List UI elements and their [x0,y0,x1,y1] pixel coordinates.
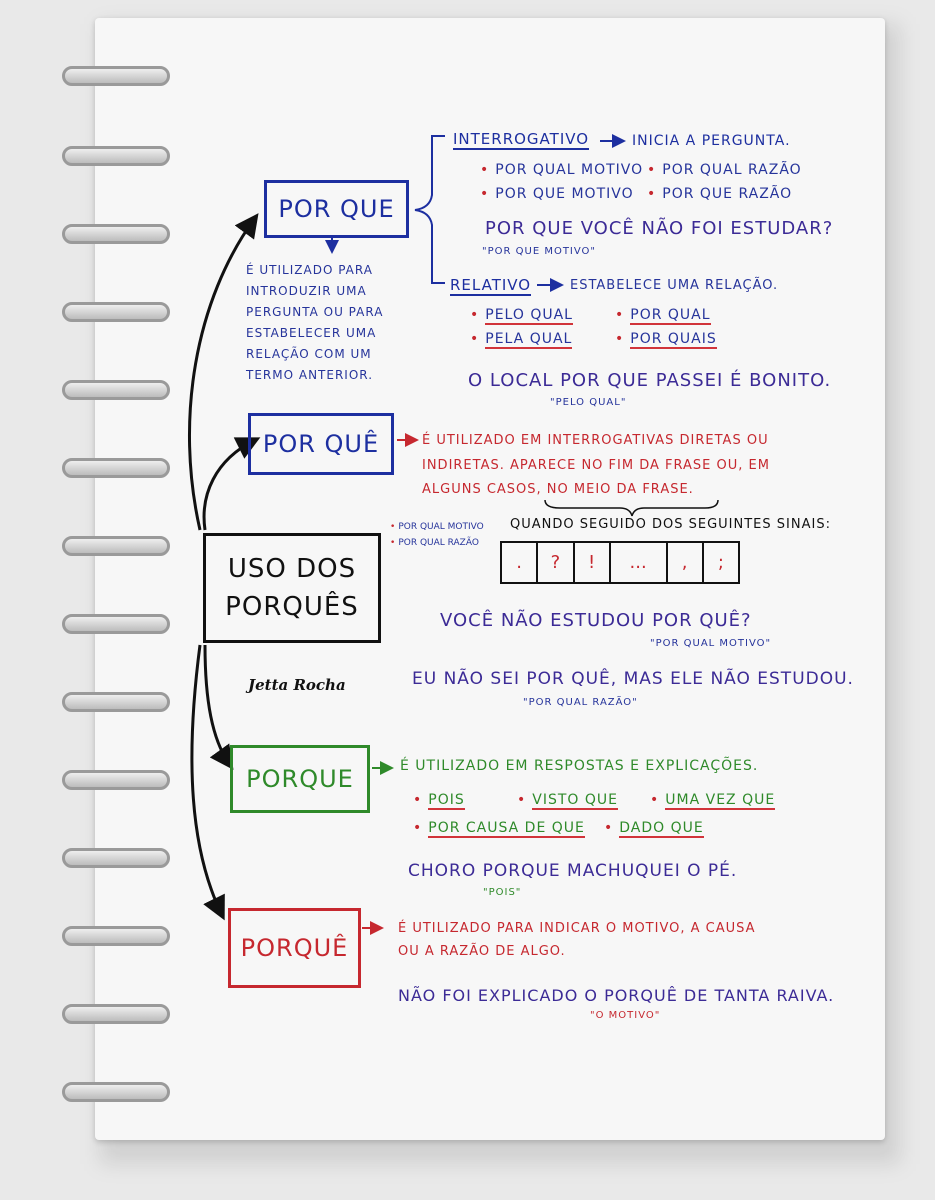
desc-line: INTRODUZIR UMA [246,284,367,298]
relativo-desc: ESTABELECE UMA RELAÇÃO. [570,278,779,293]
relativo-item: • POR QUAIS [615,331,717,347]
porque-substantivo-example-note: "O MOTIVO" [590,1010,661,1021]
center-title-line: USO DOS [227,554,357,584]
por-que-acento-desc-line: É UTILIZADO EM INTERROGATIVAS DIRETAS OU [422,433,769,448]
por-que-description [246,260,383,386]
por-que-label: POR QUE [278,195,395,223]
porque-substantivo-desc-line: OU A RAZÃO DE ALGO. [398,944,566,959]
interrogativo-item: • POR QUE RAZÃO [647,186,793,202]
side-note: • POR QUAL MOTIVO [390,522,484,532]
interrogativo-item: • POR QUAL RAZÃO [647,162,802,178]
signs-table [500,541,740,584]
desc-line: ESTABELECER UMA [246,326,377,340]
sign-cell: . [502,543,538,582]
porque-example: CHORO PORQUE MACHUQUEI O PÉ. [408,861,738,881]
desc-line: PERGUNTA OU PARA [246,305,384,319]
porque-substantivo-box [228,908,361,988]
porque-example-note: "POIS" [483,887,522,898]
interrogativo-item: • POR QUE MOTIVO [480,186,634,202]
interrogativo-example-note: "POR QUE MOTIVO" [482,246,597,257]
relativo-item: • POR QUAL [615,307,711,323]
desc-line: RELAÇÃO COM UM [246,347,372,361]
signs-title: QUANDO SEGUIDO DOS SEGUINTES SINAIS: [510,517,831,532]
porque-substantivo-label: PORQUÊ [240,934,349,962]
porque-item: • POIS [413,792,465,808]
porque-item: • POR CAUSA DE QUE [413,820,585,836]
por-que-acento-example1-note: "POR QUAL MOTIVO" [650,638,772,649]
sign-cell: ! [575,543,611,582]
porque-substantivo-example: NÃO FOI EXPLICADO O PORQUÊ DE TANTA RAIVA. [398,986,835,1005]
porque-item: • UMA VEZ QUE [650,792,776,808]
por-que-acento-example2-note: "POR QUAL RAZÃO" [523,697,638,708]
por-que-acento-label: POR QUÊ [262,430,380,458]
desc-line: TERMO ANTERIOR. [246,368,374,382]
brace-meio-frase [545,500,718,516]
por-que-acento-example2: EU NÃO SEI POR QUÊ, MAS ELE NÃO ESTUDOU. [412,669,854,689]
side-note: • POR QUAL RAZÃO [390,538,479,548]
porque-item: • VISTO QUE [517,792,618,808]
sign-cell: ? [538,543,574,582]
arrow-to-porque [205,645,230,765]
center-title-line: PORQUÊS [225,592,359,622]
relativo-label: RELATIVO [450,276,532,294]
interrogativo-example: POR QUE VOCÊ NÃO FOI ESTUDAR? [485,218,834,239]
center-title-box [203,533,381,643]
por-que-box [264,180,409,238]
interrogativo-item: • POR QUAL MOTIVO [480,162,644,178]
interrogativo-desc: INICIA A PERGUNTA. [632,133,791,149]
porque-label: PORQUE [246,765,354,793]
interrogativo-label: INTERROGATIVO [453,130,590,148]
relativo-item: • PELO QUAL [470,307,573,323]
por-que-acento-box [248,413,394,475]
desc-line: É UTILIZADO PARA [246,263,373,277]
sign-cell: ; [717,552,724,573]
por-que-acento-example1: VOCÊ NÃO ESTUDOU POR QUÊ? [440,610,752,631]
porque-item: • DADO QUE [604,820,704,836]
por-que-acento-desc-line: ALGUNS CASOS, NO MEIO DA FRASE. [422,482,694,497]
porque-box [230,745,370,813]
brace-por-que [415,136,445,283]
sign-cell: ... [611,543,668,582]
porque-desc: É UTILIZADO EM RESPOSTAS E EXPLICAÇÕES. [400,758,759,774]
porque-substantivo-desc-line: É UTILIZADO PARA INDICAR O MOTIVO, A CAUSA [398,921,756,936]
sign-cell: , [668,543,704,582]
por-que-acento-desc-line: INDIRETAS. APARECE NO FIM DA FRASE OU, EM [422,458,770,473]
relativo-item: • PELA QUAL [470,331,573,347]
signature: Jetta Rocha [248,676,346,694]
relativo-example-note: "PELO QUAL" [550,397,627,408]
relativo-example: O LOCAL POR QUE PASSEI É BONITO. [468,370,832,391]
